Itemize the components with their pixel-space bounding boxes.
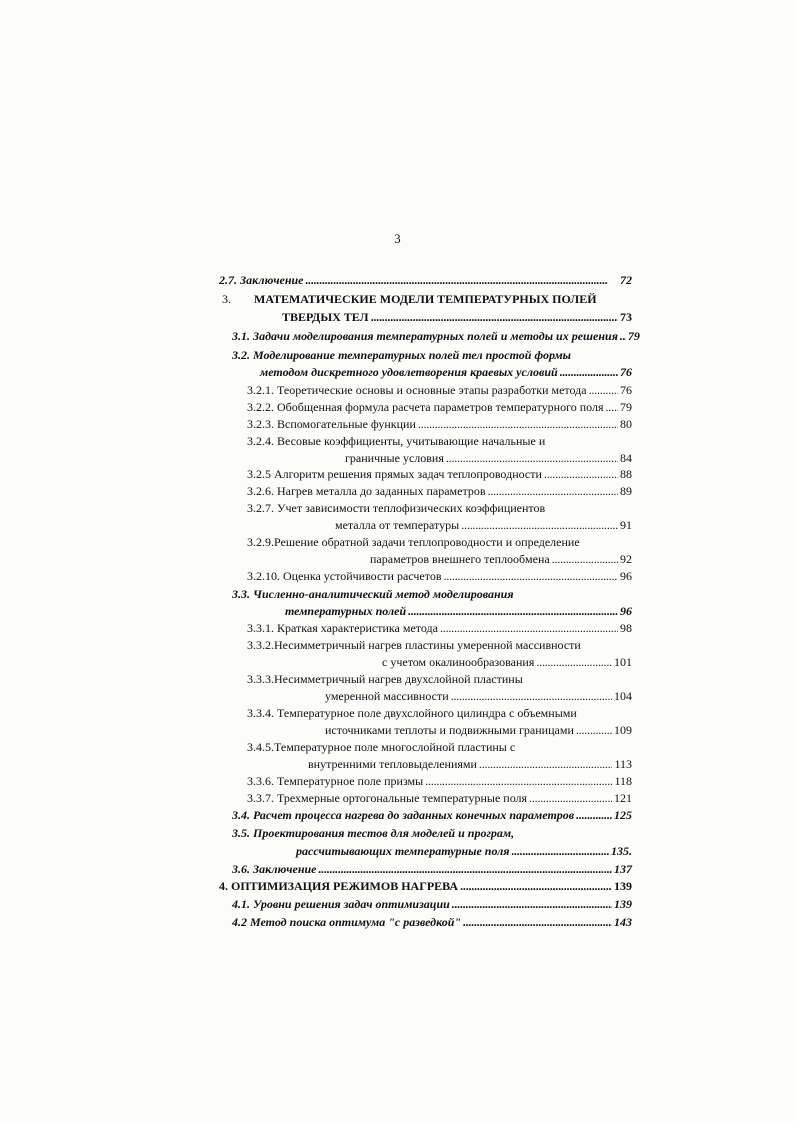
toc-entry-page: 109 xyxy=(614,723,632,737)
leader-dots xyxy=(371,309,618,326)
leader-dots xyxy=(552,551,618,568)
toc-entry-title: рассчитывающих температурные поля xyxy=(296,844,510,858)
toc-entry-3-2-3 xyxy=(247,416,632,433)
toc-entry-page: 137 xyxy=(614,862,632,876)
leader-dots xyxy=(544,466,618,483)
leader-dots xyxy=(444,568,618,585)
toc-entry-3-3-1 xyxy=(247,620,632,637)
toc-entry-page: 89 xyxy=(620,484,632,498)
toc-entry-3-2-7-line1: 3.2.7. Учет зависимости теплофизических коэффициентов xyxy=(247,501,546,515)
toc-entry-title: методом дискретного удовлетворения краевых условий xyxy=(260,365,558,379)
toc-entry-page: 79 xyxy=(620,400,632,414)
toc-entry-title: 3.3.7. Трехмерные ортогональные температурные поля xyxy=(247,791,528,805)
toc-entry-page: 72 xyxy=(620,273,632,287)
toc-entry-title: 2.7. Заключение xyxy=(219,273,304,287)
toc-entry-title: ТВЕРДЫХ ТЕЛ xyxy=(282,310,369,324)
leader-dots xyxy=(479,756,613,773)
toc-entry-page: 92 xyxy=(620,552,632,566)
leader-dots xyxy=(589,382,618,399)
toc-entry-3-2-line2 xyxy=(260,364,632,381)
toc-entry-page: 73 xyxy=(620,310,632,324)
toc-entry-3-2-7-line2 xyxy=(335,517,632,534)
toc-entry-title: 3.3.6. Температурное поле призмы xyxy=(247,774,424,788)
toc-entry-3-2-4-line2 xyxy=(345,450,632,467)
chapter-3-title-line1: МАТЕМАТИЧЕСКИЕ МОДЕЛИ ТЕМПЕРАТУРНЫХ ПОЛЕЙ xyxy=(254,292,597,306)
toc-entry-3-3-line1: 3.3. Численно-аналитический метод моделирования xyxy=(232,587,514,601)
leader-dots xyxy=(452,896,612,913)
toc-entry-3-3-3-line1: 3.3.3.Несимметричный нагрев двухслойной пластины xyxy=(247,672,523,686)
toc-entry-title: 3.2.1. Теоретические основы и основные этапы разработки метода xyxy=(247,383,587,397)
toc-entry-3-5-line2 xyxy=(296,843,632,860)
toc-entry-title: внутренними тепловыделениями xyxy=(308,757,477,771)
leader-dots xyxy=(451,688,612,705)
toc-entry-3-3-2-line1: 3.3.2.Несимметричный нагрев пластины умеренной массивности xyxy=(247,638,581,652)
toc-entry-3-2-9-line1: 3.2.9.Решение обратной задачи теплопроводности и определение xyxy=(247,535,580,549)
toc-entry-3-2-line1: 3.2. Моделирование температурных полей тел простой формы xyxy=(232,348,571,362)
toc-entry-page: 101 xyxy=(614,655,632,669)
toc-entry-page: 79 xyxy=(627,329,640,343)
leader-dots xyxy=(440,620,618,637)
toc-entry-title: 3.2.2. Обобщенная формула расчета параметров температурного поля xyxy=(247,400,604,414)
toc-entry-title: источниками теплоты и подвижными границами xyxy=(325,723,574,737)
toc-entry-3-1 xyxy=(232,328,640,345)
toc-entry-4-1 xyxy=(232,896,632,913)
toc-entry-title: с учетом окалинообразования xyxy=(382,655,535,669)
toc-entry-page: 139 xyxy=(614,897,632,911)
toc-entry-3-3-6 xyxy=(247,773,632,790)
toc-entry-3-2-10 xyxy=(247,568,632,585)
leader-dots xyxy=(305,272,618,289)
toc-entry-3-3-5-line2 xyxy=(308,756,632,773)
leader-dots xyxy=(446,450,618,467)
toc-entry-title: 4.1. Уровни решения задач оптимизации xyxy=(232,897,450,911)
toc-entry-title: 4.2 Метод поиска оптимума "с разведкой" xyxy=(232,915,462,929)
toc-entry-title: 3.3.1. Краткая характеристика метода xyxy=(247,621,438,635)
toc-entry-title: умеренной массивности xyxy=(325,689,449,703)
toc-entry-page: 104 xyxy=(614,689,632,703)
leader-dots xyxy=(318,861,612,878)
chapter-3-title-line2 xyxy=(282,309,632,326)
toc-entry-page: 96 xyxy=(620,569,632,583)
page-number: 3 xyxy=(394,232,401,246)
chapter-3-number: 3. xyxy=(222,292,231,306)
toc-entry-3-3-line2 xyxy=(285,603,632,620)
toc-entry-page: 76 xyxy=(620,383,632,397)
toc-entry-page: 121 xyxy=(614,791,632,805)
toc-entry-page: 113 xyxy=(614,757,632,771)
toc-entry-title: 3.6. Заключение xyxy=(232,862,317,876)
leader-dots xyxy=(605,399,618,416)
toc-entry-chapter-4 xyxy=(219,878,632,895)
toc-entry-title: 3.2.6. Нагрев металла до заданных параметров xyxy=(247,484,486,498)
toc-entry-title: 4. ОПТИМИЗАЦИЯ РЕЖИМОВ НАГРЕВА xyxy=(219,879,459,893)
toc-entry-page: 84 xyxy=(620,451,632,465)
toc-entry-3-6 xyxy=(232,861,632,878)
toc-entry-3-3-7 xyxy=(247,790,632,807)
toc-entry-3-3-4-line1: 3.3.4. Температурное поле двухслойного цилиндра с объемными xyxy=(247,706,577,720)
toc-entry-title: 3.1. Задачи моделирования температурных полей и методы их решения xyxy=(232,329,618,343)
toc-entry-page: 125 xyxy=(614,808,632,822)
toc-entry-title: параметров внешнего теплообмена xyxy=(370,552,550,566)
toc-entry-3-2-6 xyxy=(247,483,632,500)
toc-entry-title: температурных полей xyxy=(285,604,407,618)
toc-entry-3-2-1 xyxy=(247,382,632,399)
leader-dots xyxy=(576,722,612,739)
toc-entry-page: 76 xyxy=(620,365,632,379)
leader-dots xyxy=(576,807,612,824)
leader-dots xyxy=(536,654,612,671)
toc-entry-2-7 xyxy=(219,272,632,289)
toc-entry-page: 91 xyxy=(620,518,632,532)
leader-dots xyxy=(461,517,618,534)
toc-entry-3-2-4-line1: 3.2.4. Весовые коэффициенты, учитывающие начальные и xyxy=(247,434,546,448)
toc-entry-page: 135. xyxy=(611,844,632,858)
toc-entry-4-2 xyxy=(232,914,632,931)
toc-entry-page: 80 xyxy=(620,417,632,431)
toc-entry-3-3-3-line2 xyxy=(325,688,632,705)
leader-dots xyxy=(425,773,612,790)
toc-entry-page: 143 xyxy=(614,915,632,929)
toc-entry-page: 139 xyxy=(614,879,632,893)
leader-dots xyxy=(418,416,618,433)
leader-dots xyxy=(560,364,618,381)
toc-entry-3-2-5 xyxy=(247,466,632,483)
leader-dots xyxy=(512,843,610,860)
toc-entry-3-5-line1: 3.5. Проектирования тестов для моделей и програм, xyxy=(232,826,515,840)
toc-entry-page: 88 xyxy=(620,467,632,481)
leader-dots xyxy=(620,328,626,345)
toc-entry-title: 3.2.10. Оценка устойчивости расчетов xyxy=(247,569,442,583)
toc-entry-3-4 xyxy=(232,807,632,824)
toc-entry-title: 3.2.5 Алгоритм решения прямых задач теплопроводности xyxy=(247,467,542,481)
toc-entry-title: 3.4. Расчет процесса нагрева до заданных конечных параметров xyxy=(232,808,575,822)
toc-entry-title: 3.2.3. Вспомогательные функции xyxy=(247,417,416,431)
toc-entry-3-2-2 xyxy=(247,399,632,416)
leader-dots xyxy=(408,603,618,620)
toc-entry-3-3-4-line2 xyxy=(325,722,632,739)
toc-entry-page: 118 xyxy=(614,774,632,788)
toc-entry-title: металла от температуры xyxy=(335,518,460,532)
leader-dots xyxy=(463,914,612,931)
leader-dots xyxy=(460,878,612,895)
leader-dots xyxy=(529,790,612,807)
toc-entry-page: 96 xyxy=(620,604,632,618)
toc-entry-3-3-5-line1: 3.4.5.Температурное поле многослойной пластины с xyxy=(247,740,516,754)
toc-entry-3-2-9-line2 xyxy=(370,551,632,568)
toc-entry-3-3-2-line2 xyxy=(382,654,632,671)
toc-entry-page: 98 xyxy=(620,621,632,635)
leader-dots xyxy=(488,483,618,500)
toc-entry-title: граничные условия xyxy=(345,451,444,465)
